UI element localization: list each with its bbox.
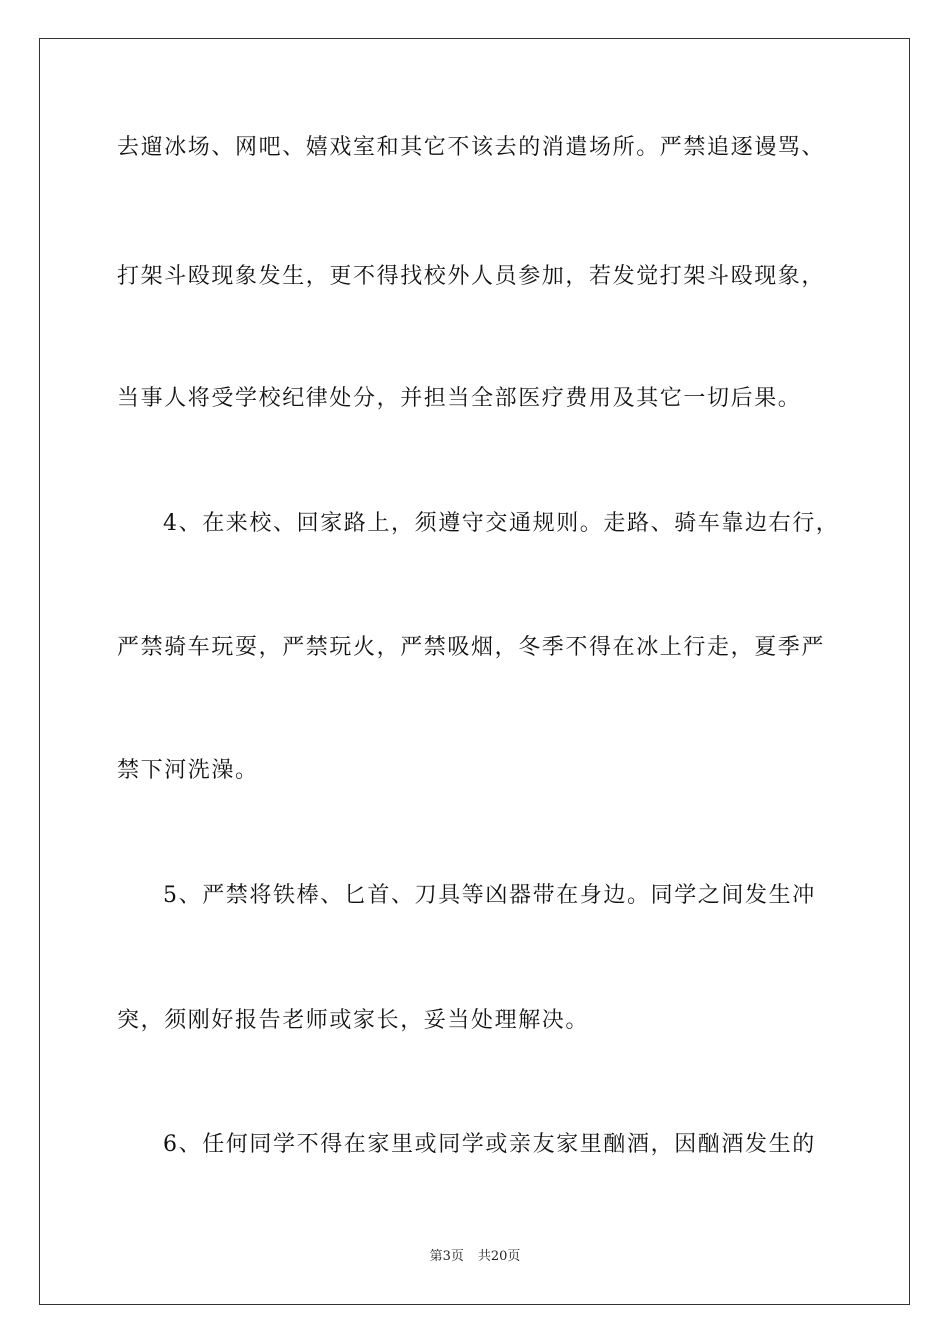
- paragraph-4-line-3: 禁下河洗澡。: [117, 758, 259, 783]
- paragraph-4-line-1: 4、在来校、回家路上，须遵守交通规则。走路、骑车靠边右行，: [163, 511, 840, 536]
- paragraph-6-line-1: 6、任何同学不得在家里或同学或亲友家里酗酒，因酗酒发生的: [163, 1132, 816, 1157]
- page-border: [39, 38, 910, 1305]
- text-line-1: 去遛冰场、网吧、嬉戏室和其它不该去的消遣场所。严禁追逐谩骂、: [117, 135, 826, 160]
- paragraph-4-line-2: 严禁骑车玩耍，严禁玩火，严禁吸烟，冬季不得在冰上行走，夏季严: [117, 635, 826, 660]
- paragraph-5-line-2: 突，须刚好报告老师或家长，妥当处理解决。: [117, 1008, 590, 1033]
- text-line-2: 打架斗殴现象发生，更不得找校外人员参加，若发觉打架斗殴现象，: [117, 264, 826, 289]
- text-line-3: 当事人将受学校纪律处分，并担当全部医疗费用及其它一切后果。: [117, 386, 802, 411]
- paragraph-5-line-1: 5、严禁将铁棒、匕首、刀具等凶器带在身边。同学之间发生冲: [163, 883, 816, 908]
- page-total: 共20页: [477, 1249, 521, 1264]
- page-footer: [0, 1248, 950, 1266]
- page-number: 第3页: [429, 1249, 464, 1264]
